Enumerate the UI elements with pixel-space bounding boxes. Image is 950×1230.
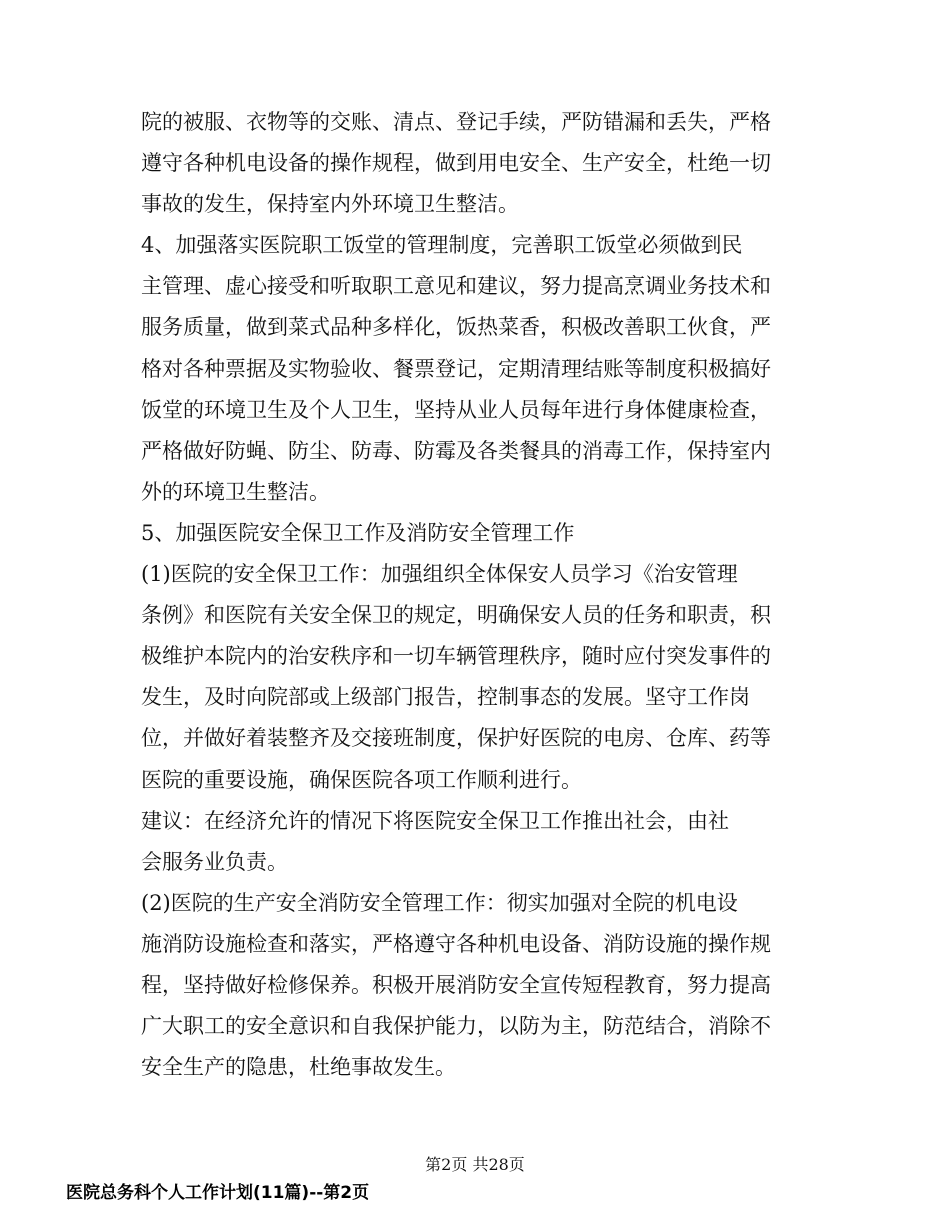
text-line: 饭堂的环境卫生及个人卫生，坚持从业人员每年进行身体健康检查， [141, 397, 771, 422]
text-line: 建议：在经济允许的情况下将医院安全保卫工作推出社会，由社 [141, 808, 729, 833]
text-line: 院的被服、衣物等的交账、清点、登记手续，严防错漏和丢失，严格 [141, 110, 771, 134]
text-line: 施消防设施检查和落实，严格遵守各种机电设备、消防设施的操作规 [141, 931, 771, 956]
text-line: 发生，及时向院部或上级部门报告，控制事态的发展。坚守工作岗 [141, 685, 750, 710]
text-line: 极维护本院内的治安秩序和一切车辆管理秩序，随时应付突发事件的 [141, 644, 771, 669]
text-line: 条例》和医院有关安全保卫的规定，明确保安人员的任务和职责，积 [141, 603, 771, 628]
text-line: 医院的重要设施，确保医院各项工作顺利进行。 [141, 767, 582, 792]
text-line: 安全生产的隐患，杜绝事故发生。 [141, 1055, 456, 1080]
text-line: 事故的发生，保持室内外环境卫生整洁。 [141, 192, 519, 217]
section-heading-5: 5、加强医院安全保卫工作及消防安全管理工作 [141, 520, 575, 545]
text-line: 主管理、虚心接受和听取职工意见和建议，努力提高烹调业务技术和 [141, 274, 771, 299]
text-line: 程，坚持做好检修保养。积极开展消防安全宣传短程教育，努力提高 [141, 972, 771, 997]
text-line: 广大职工的安全意识和自我保护能力，以防为主，防范结合，消除不 [141, 1014, 771, 1039]
text-line: (2)医院的生产安全消防安全管理工作：彻实加强对全院的机电设 [141, 890, 738, 915]
text-line: 4、加强落实医院职工饭堂的管理制度，完善职工饭堂必须做到民 [141, 233, 743, 258]
page-number: 第2页 共28页 [425, 1155, 525, 1174]
document-title-footer: 医院总务科个人工作计划(11篇)--第2页 [66, 1183, 370, 1203]
body-text [141, 102, 811, 1088]
text-line: 遵守各种机电设备的操作规程，做到用电安全、生产安全，杜绝一切 [141, 151, 771, 176]
text-line: 格对各种票据及实物验收、餐票登记，定期清理结账等制度积极搞好 [141, 356, 771, 381]
text-line: (1)医院的安全保卫工作：加强组织全体保安人员学习《治安管理 [141, 562, 738, 587]
text-line: 服务质量，做到菜式品种多样化，饭热菜香，积极改善职工伙食，严 [141, 315, 771, 340]
text-line: 位，并做好着装整齐及交接班制度，保护好医院的电房、仓库、药等 [141, 726, 771, 751]
text-line: 外的环境卫生整洁。 [141, 479, 330, 504]
text-line: 会服务业负责。 [141, 849, 288, 874]
text-line: 严格做好防蝇、防尘、防毒、防霉及各类餐具的消毒工作，保持室内 [141, 438, 771, 463]
